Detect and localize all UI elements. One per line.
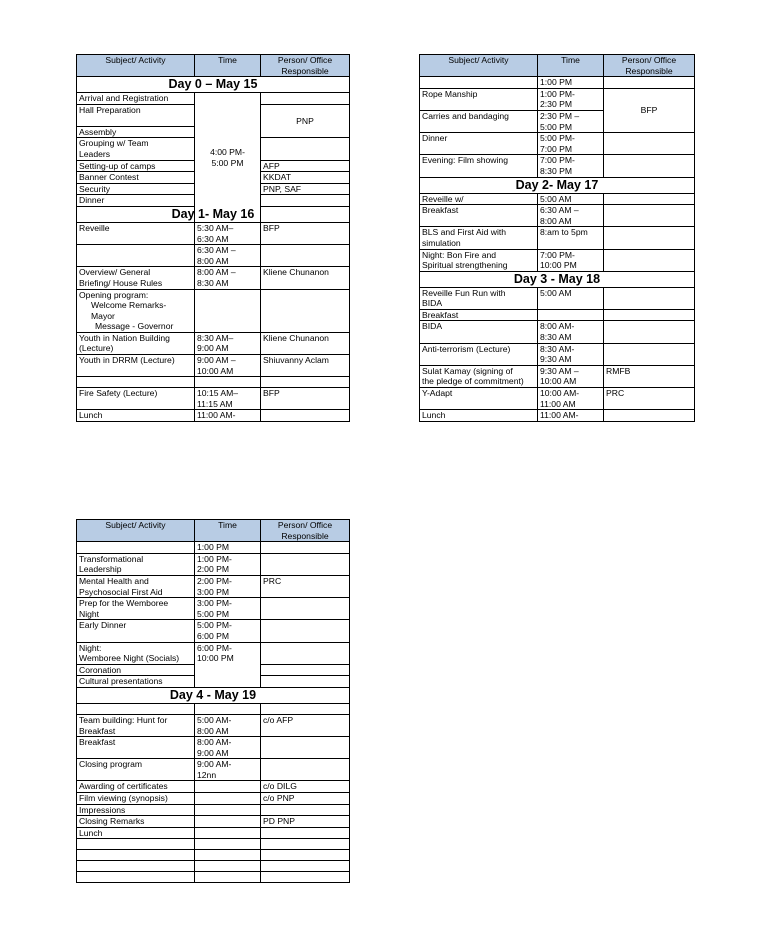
person-cell [261,804,350,816]
time-cell: 11:00 AM- [195,410,261,422]
time-cell [538,309,604,321]
time-cell [195,804,261,816]
person-cell: RMFB [604,365,695,387]
person-cell [261,664,350,676]
person-cell [261,598,350,620]
person-cell [604,193,695,205]
time-cell [195,703,261,714]
activity-cell: Night: Bon Fire and Spiritual strengthening [420,249,538,271]
activity-cell: Team building: Hunt for Breakfast [77,714,195,736]
person-cell [261,850,350,861]
activity-cell: Hall Preparation [77,104,195,126]
time-cell: 8:00 AM – 8:30 AM [195,267,261,289]
person-cell: BFP [604,88,695,132]
person-cell [604,205,695,227]
header-activity: Subject/ Activity [420,55,538,77]
time-cell: 9:30 AM – 10:00 AM [538,365,604,387]
activity-cell: Night: Wemboree Night (Socials) [77,642,195,664]
time-cell: 8:00 AM- 9:00 AM [195,737,261,759]
activity-cell: Awarding of certificates [77,781,195,793]
time-cell: 10:00 AM- 11:00 AM [538,388,604,410]
header-activity: Subject/ Activity [77,55,195,77]
person-cell: KKDAT [261,172,350,184]
person-cell [261,195,350,207]
activity-cell [77,850,195,861]
person-cell: BFP [261,222,350,244]
time-cell [195,793,261,805]
activity-cell: Fire Safety (Lecture) [77,388,195,410]
time-cell: 1:00 PM [538,77,604,89]
activity-cell [77,245,195,267]
activity-cell: Security [77,183,195,195]
person-cell [261,553,350,575]
time-cell: 7:00 PM- 10:00 PM [538,249,604,271]
activity-cell: Banner Contest [77,172,195,184]
schedule-table-day3-day4 [76,519,350,883]
person-cell [604,249,695,271]
time-cell: 3:00 PM- 5:00 PM [195,598,261,620]
person-cell: Shiuvanny Aclam [261,355,350,377]
activity-cell: Carries and bandaging [420,110,538,132]
person-cell: c/o PNP [261,793,350,805]
time-cell: 1:00 PM [195,542,261,554]
time-cell: 9:00 AM- 12nn [195,759,261,781]
person-cell [261,703,350,714]
activity-cell: Rope Manship [420,88,538,110]
activity-cell: Anti-terrorism (Lecture) [420,343,538,365]
activity-cell: Coronation [77,664,195,676]
activity-cell: Reveille [77,222,195,244]
person-cell: Kliene Chunanon [261,267,350,289]
person-cell: PRC [604,388,695,410]
activity-cell [77,861,195,872]
time-cell: 9:00 AM – 10:00 AM [195,355,261,377]
time-cell: 6:30 AM – 8:00 AM [195,245,261,267]
person-cell [261,93,350,105]
header-activity: Subject/ Activity [77,520,195,542]
schedule-table-day2-day3 [419,54,695,422]
activity-cell: Youth in Nation Building (Lecture) [77,332,195,354]
person-cell [261,861,350,872]
time-cell [195,872,261,883]
time-cell [195,816,261,828]
header-person: Person/ Office Responsible [261,55,350,77]
time-cell: 2:30 PM – 5:00 PM [538,110,604,132]
header-person: Person/ Office Responsible [261,520,350,542]
day-heading: Day 1- May 16 [77,206,350,222]
activity-cell: Sulat Kamay (signing of the pledge of commitment) [420,365,538,387]
time-cell [195,827,261,839]
activity-cell: BIDA [420,321,538,343]
activity-cell: Film viewing (synopsis) [77,793,195,805]
person-cell [261,289,350,332]
time-cell [195,781,261,793]
time-cell: 6:00 PM- 10:00 PM [195,642,261,687]
time-cell: 2:00 PM- 3:00 PM [195,575,261,597]
person-cell [261,839,350,850]
activity-cell [77,703,195,714]
activity-cell: Breakfast [420,205,538,227]
person-cell [261,827,350,839]
time-cell: 8:am to 5pm [538,227,604,249]
person-cell [261,245,350,267]
person-cell: c/o AFP [261,714,350,736]
time-cell: 4:00 PM- 5:00 PM [195,93,261,223]
time-cell: 8:30 AM- 9:30 AM [538,343,604,365]
activity-cell [77,872,195,883]
activity-cell: Dinner [77,195,195,207]
person-cell [604,227,695,249]
activity-cell: Lunch [77,410,195,422]
time-cell [195,289,261,332]
time-cell: 5:00 PM- 7:00 PM [538,133,604,155]
activity-cell: Breakfast [77,737,195,759]
header-time: Time [195,55,261,77]
activity-cell: Cultural presentations [77,676,195,688]
time-cell: 1:00 PM- 2:30 PM [538,88,604,110]
time-cell [195,850,261,861]
person-cell [261,642,350,664]
person-cell [261,872,350,883]
person-cell: AFP [261,160,350,172]
person-cell [261,410,350,422]
activity-cell: Impressions [77,804,195,816]
time-cell: 6:30 AM – 8:00 AM [538,205,604,227]
time-cell: 5:00 PM- 6:00 PM [195,620,261,642]
person-cell [261,737,350,759]
time-cell [195,377,261,388]
time-cell: 5:00 AM- 8:00 AM [195,714,261,736]
person-cell: PNP, SAF [261,183,350,195]
activity-cell: Prep for the Wemboree Night [77,598,195,620]
activity-cell: Reveille Fun Run with BIDA [420,287,538,309]
person-cell [604,410,695,422]
activity-cell: Assembly [77,126,195,138]
activity-cell [77,289,195,332]
activity-cell [77,542,195,554]
activity-cell: Dinner [420,133,538,155]
welcome-remarks-label: Welcome Remarks- Mayor [91,300,167,321]
day-heading: Day 3 - May 18 [420,271,695,287]
person-cell [604,155,695,177]
activity-cell: Mental Health and Psychosocial First Aid [77,575,195,597]
person-cell [261,377,350,388]
person-cell: Kliene Chunanon [261,332,350,354]
time-cell: 10:15 AM– 11:15 AM [195,388,261,410]
activity-cell [77,839,195,850]
time-cell: 5:00 AM [538,193,604,205]
time-cell: 8:30 AM– 9:00 AM [195,332,261,354]
time-cell: 11:00 AM- [538,410,604,422]
time-cell: 7:00 PM- 8:30 PM [538,155,604,177]
activity-cell [420,77,538,89]
activity-cell: Early Dinner [77,620,195,642]
time-cell: 5:00 AM [538,287,604,309]
activity-cell: BLS and First Aid with simulation [420,227,538,249]
activity-cell: Lunch [420,410,538,422]
time-cell [195,861,261,872]
person-cell [604,77,695,89]
activity-cell: Closing Remarks [77,816,195,828]
header-person: Person/ Office Responsible [604,55,695,77]
day-heading: Day 4 - May 19 [77,687,350,703]
activity-cell: Reveille w/ [420,193,538,205]
day-heading: Day 0 – May 15 [77,77,350,93]
message-governor-label: Message - Governor [95,321,174,332]
person-cell [604,309,695,321]
activity-cell: Y-Adapt [420,388,538,410]
time-cell: 5:30 AM– 6:30 AM [195,222,261,244]
activity-cell: Breakfast [420,309,538,321]
person-cell [604,287,695,309]
header-time: Time [538,55,604,77]
activity-cell [77,377,195,388]
header-time: Time [195,520,261,542]
time-cell: 1:00 PM- 2:00 PM [195,553,261,575]
activity-cell: Setting-up of camps [77,160,195,172]
person-cell [261,759,350,781]
activity-cell: Closing program [77,759,195,781]
person-cell: PD PNP [261,816,350,828]
person-cell [261,620,350,642]
activity-cell: Overview/ General Briefing/ House Rules [77,267,195,289]
activity-cell: Evening: Film showing [420,155,538,177]
activity-cell: Lunch [77,827,195,839]
person-cell [604,133,695,155]
opening-program-label: Opening program: [79,289,149,300]
activity-cell: Youth in DRRM (Lecture) [77,355,195,377]
person-cell [261,542,350,554]
person-cell: BFP [261,388,350,410]
day-heading: Day 2- May 17 [420,177,695,193]
person-cell [261,138,350,160]
person-cell: PRC [261,575,350,597]
person-cell [261,676,350,688]
person-cell: PNP [261,104,350,138]
person-cell: c/o DILG [261,781,350,793]
schedule-table-day0-day1 [76,54,350,422]
activity-cell: Transformational Leadership [77,553,195,575]
person-cell [604,321,695,343]
person-cell [604,343,695,365]
time-cell: 8:00 AM- 8:30 AM [538,321,604,343]
time-cell [195,839,261,850]
activity-cell: Grouping w/ Team Leaders [77,138,195,160]
activity-cell: Arrival and Registration [77,93,195,105]
